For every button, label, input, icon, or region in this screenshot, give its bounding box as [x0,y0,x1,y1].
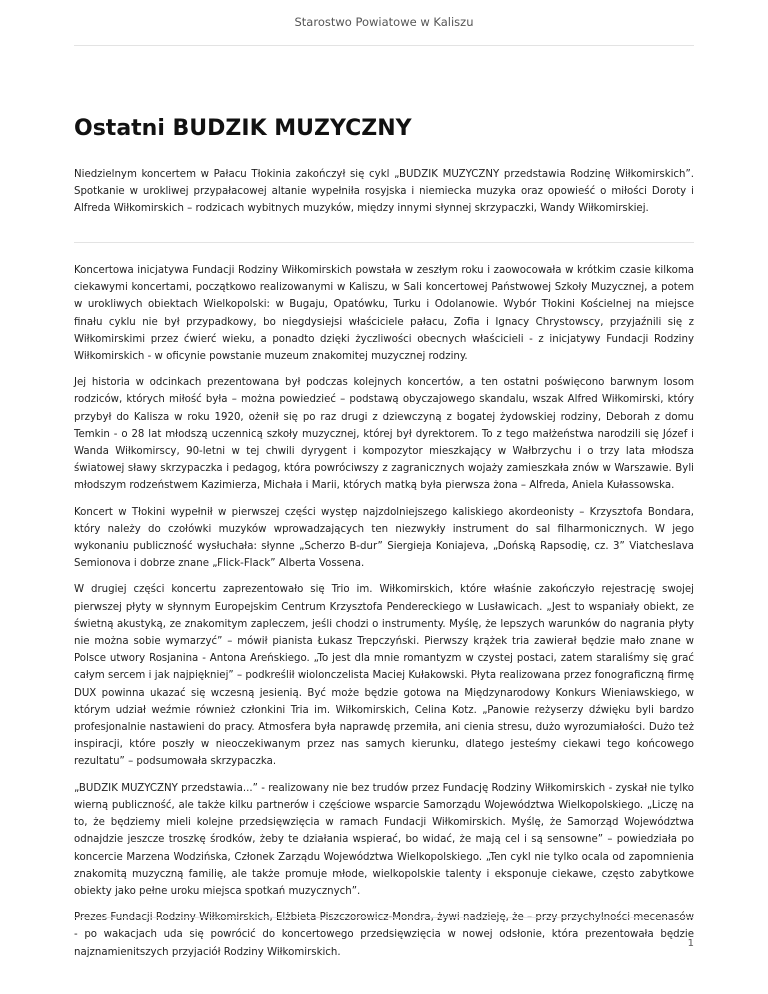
article-paragraph: Prezes Fundacji Rodziny Wiłkomirskich, Elżbieta Piszczorowicz-Mondra, żywi nadzieję, że – przy przychylności mecenasów - po wakacjach uda się powrócić do koncertowego przedsięwzięcia w nowej odsłonie, która prezentowała będzie najznamienitszych przyjaciół Rodziny Wiłkomirskich. [74,912,694,958]
article-paragraph: Koncert w Tłokini wypełnił w pierwszej części występ najzdolniejszego kaliskiego akordeonisty – Krzysztofa Bondara, który należy do czołówki muzyków wprowadzających ten niezwykły instrument do sal filharmonicznych. W jego wykonaniu publiczność wysłuchała: słynne „Scherzo B-dur” Siergieja Koniajeva, „Dońską Rapsodię, cz. 3” Viatcheslava Semionova i dobrze znane „Flick-Flack” Alberta Vossena. [74,506,694,570]
article-lead: Niedzielnym koncertem w Pałacu Tłokinia zakończył się cykl „BUDZIK MUZYCZNY przedstawia Rodzinę Wiłkomirskich”. Spotkanie w urokliwej przypałacowej altanie wypełniła rosyjska i niemiecka muzyka oraz opowieść o miłości Doroty i Alfreda Wiłkomirskich – rodzicach wybitnych muzyków, między innymi słynnej skrzypaczki, Wandy Wiłkomirskiej. [74,169,694,215]
header-divider [74,45,694,46]
site-header: Starostwo Powiatowe w Kaliszu [294,15,474,29]
page-number: 1 [687,938,694,949]
article-paragraph: Jej historia w odcinkach prezentowana był podczas kolejnych koncertów, a ten ostatni poświęcono barwnym losom rodziców, których miłość była – można powiedzieć – podstawą obyczajowego skandalu, wszak Alfred Wiłkomirski, który przybył do Kalisza w roku 1920, ożenił się po raz drugi z dziewczyną z bogatej żydowskiej rodziny, Deborah z domu Temkin - o 28 lat młodszą uczennicą szkoły muzycznej, której był dyrektorem. To z tego małżeństwa narodzili się Józef i Wanda Wiłkomirscy, 90-letni w tej chwili dyrygent i kompozytor mieszkający w Wałbrzychu i o trzy lata młodsza światowej sławy skrzypaczka i pedagog, która powróciwszy z zagranicznych wojaży zamieszkała znów w Warszawie. Byli młodszym rodzeństwem Kazimierza, Michała i Marii, których matką była pierwsza żona – Alfreda, Aniela Kułassowska. [74,377,694,492]
article-body [74,262,694,970]
article-title: Ostatni BUDZIK MUZYCZNY [74,116,412,141]
footer-divider [74,917,694,918]
article-paragraph: „BUDZIK MUZYCZNY przedstawia...” - realizowany nie bez trudów przez Fundację Rodziny Wiłkomirskich - zyskał nie tylko wierną publiczność, ale także kilku partnerów i częściowe wsparcie Samorządu Województwa Wielkopolskiego. „Liczę na to, że będziemy mieli kolejne przedsięwzięcia w ramach Fundacji Wiłkomirskich. Myślę, że Samorząd Województwa odnajdzie jeszcze troszkę środków, żeby te działania wspierać, bo widać, że mają cel i są sensowne” – powiedziała po koncercie Marzena Wodzińska, Członek Zarządu Województwa Wielkopolskiego. „Ten cykl nie tylko ocala od zapomnienia znakomitą muzyczną familię, ale także promuje młode, wielkopolskie talenty i eksponuje ciekawe, często zabytkowe obiekty jako pełne uroku miejsca spotkań muzycznych”. [74,782,694,897]
article-paragraph: W drugiej części koncertu zaprezentowało się Trio im. Wiłkomirskich, które właśnie zakończyło rejestrację swojej pierwszej płyty w słynnym Europejskim Centrum Krzysztofa Pendereckiego w Lusławicach. „Jest to wspaniały obiekt, ze świetną akustyką, ze znakomitym zapleczem, jeśli chodzi o instrumenty. Myślę, że lepszych warunków do nagrania płyty nie można sobie wymarzyć” – mówił pianista Łukasz Trepczyński. Pierwszy krążek tria zawierał będzie mało znane w Polsce utwory Rosjanina - Antona Areńskiego. „To jest dla mnie romantyzm w czystej postaci, zatem staraliśmy się grać całym sercem i jak najpiękniej” – podkreślił wiolonczelista Maciej Kułakowski. Płyta realizowana przez fonograficzną firmę DUX powinna ukazać się wczesną jesienią. Być może będzie gotowa na Międzynarodowy Konkurs Wieniawskiego, w którym udział weźmie również członkini Tria im. Wiłkomirskich, Celina Kotz. „Panowie reżyserzy dźwięku byli bardzo profesjonalnie nastawieni do pracy. Atmosfera była naprawdę przemiła, ani cienia stresu, dużo wyrozumiałości. Dużo też inspiracji, które poszły w nieoczekiwanym przez nas samych kierunku, dlatego jesteśmy ciekawi tego końcowego rezultatu” – podsumowała skrzypaczka. [74,584,694,768]
article-paragraph: Koncertowa inicjatywa Fundacji Rodziny Wiłkomirskich powstała w zeszłym roku i zaowocowała w krótkim czasie kilkoma ciekawymi koncertami, początkowo realizowanymi w Kaliszu, w Sali koncertowej Państwowej Szkoły Muzycznej, a potem w urokliwych obiektach Wielkopolski: w Bugaju, Opatówku, Turku i Odolanowie. Wybór Tłokini Kościelnej na miejsce finału cyklu nie był przypadkowy, bo niegdysiejsi właściciele pałacu, Zofia i Ignacy Chrystowscy, przyjaźnili się z Wiłkomirskimi przez ćwierć wieku, a ponadto dzięki życzliwości obecnych właścicieli - z inicjatywy Fundacji Rodziny Wiłkomirskich - w oficynie powstanie muzeum znakomitej muzycznej rodziny. [74,265,694,363]
lead-divider [74,242,694,243]
document-page [74,0,694,994]
